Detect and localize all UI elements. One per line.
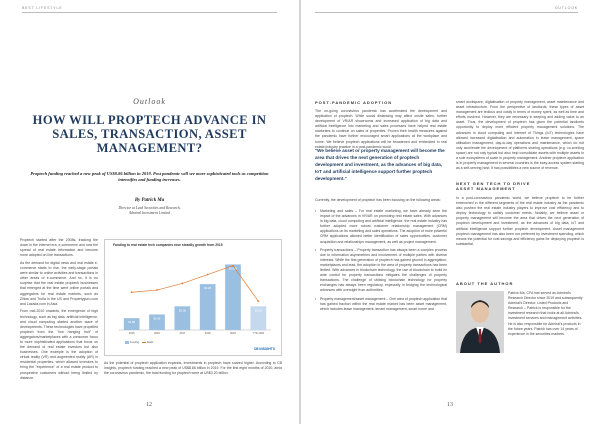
chart-legend — [125, 341, 153, 344]
cb-insights-logo: CB INSIGHTS — [253, 347, 275, 351]
running-head-right: OUTLOOK — [554, 6, 578, 10]
running-head-left: BEST LIFESTYLE — [22, 6, 63, 10]
page-number-left: 12 — [146, 402, 152, 408]
paragraph: Proptech started after the 2008s, tracking the down in the internet era, e-commerce and now the spread of real estate information and become more adopted on line transactions. — [20, 238, 99, 258]
right-column-text: smart workspace, digitalisation of property management, asset maintenance and asset infrastructure. From the perspective of landlords, these types of asset management are tedious and costly in terms of money spent, as well as time and efforts involved. However, they are necessary in keeping and adding value to an asset. Thus, the development of proptech has given the potential landlords opportunity to deploy more efficient property management solutions. The advances in cloud computing and Internet of Things (IoT) technologies have allowed increased digitalisation and automation in lease management, space utilisation management, day-to-day operations and maintenance, which do not only accelerate the development of platforms sharing operations (e.g. co-working space) are not only typical but also help consolidate assets with multiple assets in a sole ecosystems of scale in property management. Another proptech application is in property management in several countries is the easy-access system starting as a self-serving host. It has possibilities a new source of revenue. — [456, 100, 584, 171]
legend-swatch-funding — [125, 341, 129, 344]
post-pandemic-text: The on-going coronavirus pandemic has accelerated the development and application of proptech. While social distancing may affect onsite sales, further development of VR/AR showrooms and increased application of big data and artificial intelligence into marketing and sales processes have helped real estate marketers to continue on sales of properties. Proven their health measures against the pandemic have further encouraged smart applications at the workplace and home. We believe proptech applications will be broadened and embedded in real estate industry practice in a post-pandemic world. — [315, 109, 447, 149]
focus-areas-list — [315, 209, 447, 315]
article-headline: HOW WILL PROPTECH ADVANCE IN SALES, TRANSACTION, ASSET MANAGEMENT? — [32, 113, 267, 156]
x-tick-label: YTD 2020 — [252, 332, 265, 335]
byline-role-1: Director at Lead Securities and Research, — [118, 206, 181, 210]
x-tick-label: 2018 — [204, 332, 211, 335]
next-gen-text: In a post-coronavirus pandemic world, we believe proptech to be further entrenched in the different segments of the real estate industry as the pandemic also pushed the real estate industry players to improve cost efficiency and to deploy technology to satisfy customer needs. Notably, we believe asset or property management will become the area that drives the next generation of proptech development and investment, as the advances of big data, IoT and artificial intelligence support further proptech development. Asset management proptech management has also been our preferred by investment spending, which means the potential for cost savings and efficiency gains for deploying proptech is substantial. — [456, 196, 584, 246]
legend-swatch-deals — [142, 342, 146, 343]
bar-value-label: $6.2B — [204, 287, 212, 291]
bar-value-label: $3.2B — [178, 309, 186, 313]
heading-line: NEXT GEN TECH TO DRIVE — [456, 181, 531, 186]
chart-plot — [105, 252, 283, 340]
paragraph: From mid-2010 onwards, the emergence of high technology, such as big data, artificial intelligence, and cloud computing started another wave of developments. These technologies have propelled proptech from the "low hanging fruit" of aggregators/marketplaces with a consumer focus to more sophisticated applications that focus on the demand of real estate investors but also businesses. One example is the adoption of virtual reality (VR) and augmented reality (AR) in residential properties, which allowed investors to bring the "experience" of a real estate product to prospective customers without being limited by distance. — [20, 309, 98, 380]
left-column-text — [20, 238, 98, 383]
list-item: • Property transactions – Property transaction has always been a complex process due to information asymmetries and involvement of multiple parties with diverse interests. While the first generation of proptech has gained ground in aggregation, marketplaces and lead, the adoption in the area of property transactions has been limited. With advances in blockchain technology, the use of blockchain to build ex ante control for property transactions mitigates the challenges of property transactions. The challenge of utilising blockchain technology for property exchanges has always been regulatory, especially in bridging the technological advances with oversight from authorities. — [315, 248, 447, 294]
funding-chart — [104, 239, 282, 356]
legend-deals: Deals — [146, 341, 154, 344]
focus-intro: Currently, the development of proptech has been focusing on the following areas: — [315, 198, 441, 202]
page-number-right: 13 — [447, 402, 453, 408]
chart-title: Funding to real estate tech companies rose steadily growth from 2015 — [113, 243, 223, 247]
x-tick-label: 2015 — [128, 332, 135, 335]
chart-caption-text — [104, 361, 282, 379]
article-deck: Proptech funding reached a new peak of US$8.86 billion in 2019. Post pandemic will see more sophisticated tools as competition intensifies and funding increases. — [30, 171, 269, 183]
list-item: • Marketing and sales – For real estate marketing, we have already seen the impact of the advances in VR/AR on promoting real estate sales. With advances in big data, cloud computing and artificial intelligence, the real estate industry has further adopted more robust customer relationship management (CRM) applications on its marketing and sales operations. The adoption of more powerful CRM applications allowed better identification of sales opportunities, customer acquisition and relationships management, as well as project management. — [315, 209, 447, 245]
deals-point — [131, 291, 133, 293]
section-heading-post-pandemic: POST-PANDEMIC ADOPTION — [315, 100, 393, 105]
paragraph: As the potential of proptech application expands, investments in proptech have soared higher. According to CB Insights, proptech funding reached a new peak of US$8.86 billion in 2019. For the first eight months of 2020, amid the coronavirus pandemic, the total funding for proptech were at US$3.20 billion. — [104, 361, 282, 376]
bar-value-label: $3.2B — [254, 309, 262, 313]
chart-bar — [225, 264, 241, 330]
chart-bar — [200, 284, 216, 330]
byline: By Patrick Ma — [134, 198, 165, 203]
legend-funding: Funding — [130, 341, 140, 344]
pull-quote: "We believe asset or property management will become the area that drives the next generation of proptech development and investment, as the advances of big data, IoT and artificial intelligence support further proptech development." — [315, 148, 445, 181]
deals-point — [207, 274, 209, 276]
author-portrait-icon — [456, 291, 504, 353]
right-page — [301, 0, 600, 424]
section-heading-next-gen — [456, 181, 584, 191]
section-label: Outlook — [133, 97, 166, 106]
header-rule-right — [315, 12, 578, 13]
deals-point — [181, 283, 183, 285]
author-photo — [456, 291, 504, 353]
list-item: • Property management/asset management – One area of proptech application that has gained traction within the real estate market has been asset management, which includes lease management, tenant management, smart home and — [315, 297, 447, 312]
bar-value-label: $2.1B — [153, 317, 161, 321]
header-rule-left — [22, 12, 277, 13]
heading-line: ASSET MANAGEMENT — [456, 186, 516, 192]
author-bio: Patrick Ma, CFA has served as Admiral's Research Director since 2019 and subsequently Admiral's Director. Listed Products and Research – Patrick is responsible for the investment research that looks at all Admiral's investment services and management activities. He is also responsible for Admiral's products in the future years. Patrick has over 14 years of experience in the securities markets. — [508, 291, 583, 336]
x-tick-label: 2016 — [154, 332, 160, 335]
section-heading-about-author: ABOUT THE AUTHOR — [456, 281, 514, 286]
bar-value-label: $8.86B — [228, 267, 238, 271]
bar-value-label: $1.6B — [128, 321, 136, 325]
deals-point — [156, 289, 158, 291]
paragraph: As the demand for digital news and real estate e-commerce starts to rise, the early-stage portals were similar to online activities and transactions in other areas of e-commerce. And so, it is no surprise that the real estate proptech businesses that emerged at the time were online portals and aggregators for real estate markets, such as Zillow and Trulia in the US and Propertyguru.com and Lazada.com in Asia. — [20, 260, 98, 306]
x-tick-label: 2019 — [230, 332, 236, 335]
deals-point — [257, 300, 259, 302]
x-tick-label: 2017 — [179, 332, 186, 335]
byline-role-2: Admiral Investment Limited — [128, 211, 171, 215]
deals-point — [232, 265, 234, 267]
left-page — [0, 0, 299, 424]
